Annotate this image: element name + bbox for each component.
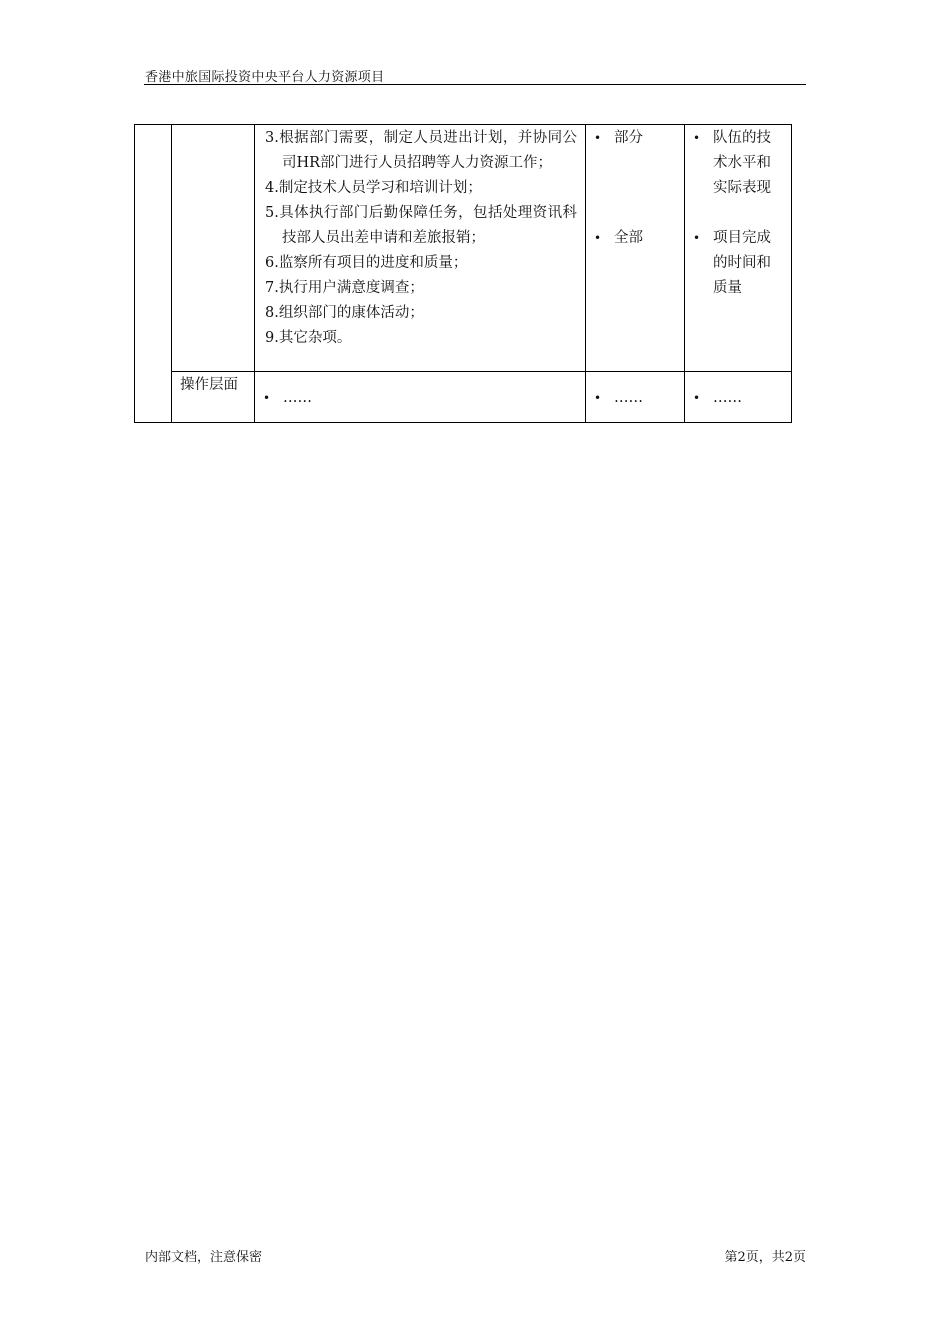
header-title: 香港中旅国际投资中央平台人力资源项目 <box>145 70 385 85</box>
bullet-icon: • <box>693 131 701 145</box>
bullet-icon: • <box>594 131 602 145</box>
criteria-text: 队伍的技术水平和实际表现 <box>713 130 771 196</box>
scope-item <box>594 226 678 251</box>
bullet-icon: • <box>594 391 602 405</box>
scope-text: 全部 <box>614 230 643 246</box>
ops-value: …… <box>713 390 742 406</box>
list-item: 6.监察所有项目的进度和质量； <box>265 255 468 271</box>
table-cell-ops-scope <box>586 372 685 423</box>
criteria-text: 项目完成的时间和质量 <box>713 230 771 296</box>
header-rule <box>144 84 806 85</box>
table-cell-ops-criteria <box>685 372 792 423</box>
table-cell-ops-duties <box>255 372 586 423</box>
bullet-icon: • <box>594 231 602 245</box>
list-item: 9.其它杂项。 <box>265 330 352 346</box>
bullet-icon: • <box>263 391 271 405</box>
list-item: 4.制定技术人员学习和培训计划； <box>265 180 482 196</box>
duties-list <box>255 125 585 371</box>
bullet-icon: • <box>693 231 701 245</box>
list-item: 3.根据部门需要，制定人员进出计划，并协同公司HR部门进行人员招聘等人力资源工作； <box>265 130 577 171</box>
scope-text: 部分 <box>614 130 643 146</box>
table-cell-empty-merged <box>135 125 172 423</box>
table-cell-duties <box>255 125 586 372</box>
criteria-item <box>693 226 785 301</box>
table-cell-scope <box>586 125 685 372</box>
table-row-duties <box>135 125 792 372</box>
list-item: 7.执行用户满意度调查； <box>265 280 424 296</box>
ops-value: …… <box>614 390 643 406</box>
list-item: 5.具体执行部门后勤保障任务，包括处理资讯科技部人员出差申请和差旅报销； <box>265 205 577 246</box>
ops-value: …… <box>283 390 312 406</box>
table-cell-ops-label <box>172 372 255 423</box>
footer-page-number: 第2页，共2页 <box>724 1250 806 1265</box>
scope-item <box>594 126 678 151</box>
criteria-item <box>693 126 785 201</box>
footer-confidential-note: 内部文档，注意保密 <box>145 1250 263 1265</box>
table-row-operations <box>135 372 792 423</box>
table-cell-empty <box>172 125 255 372</box>
table-cell-criteria <box>685 125 792 372</box>
responsibility-table <box>134 124 792 423</box>
bullet-icon: • <box>693 391 701 405</box>
list-item: 8.组织部门的康体活动； <box>265 305 424 321</box>
ops-label: 操作层面 <box>180 377 238 393</box>
